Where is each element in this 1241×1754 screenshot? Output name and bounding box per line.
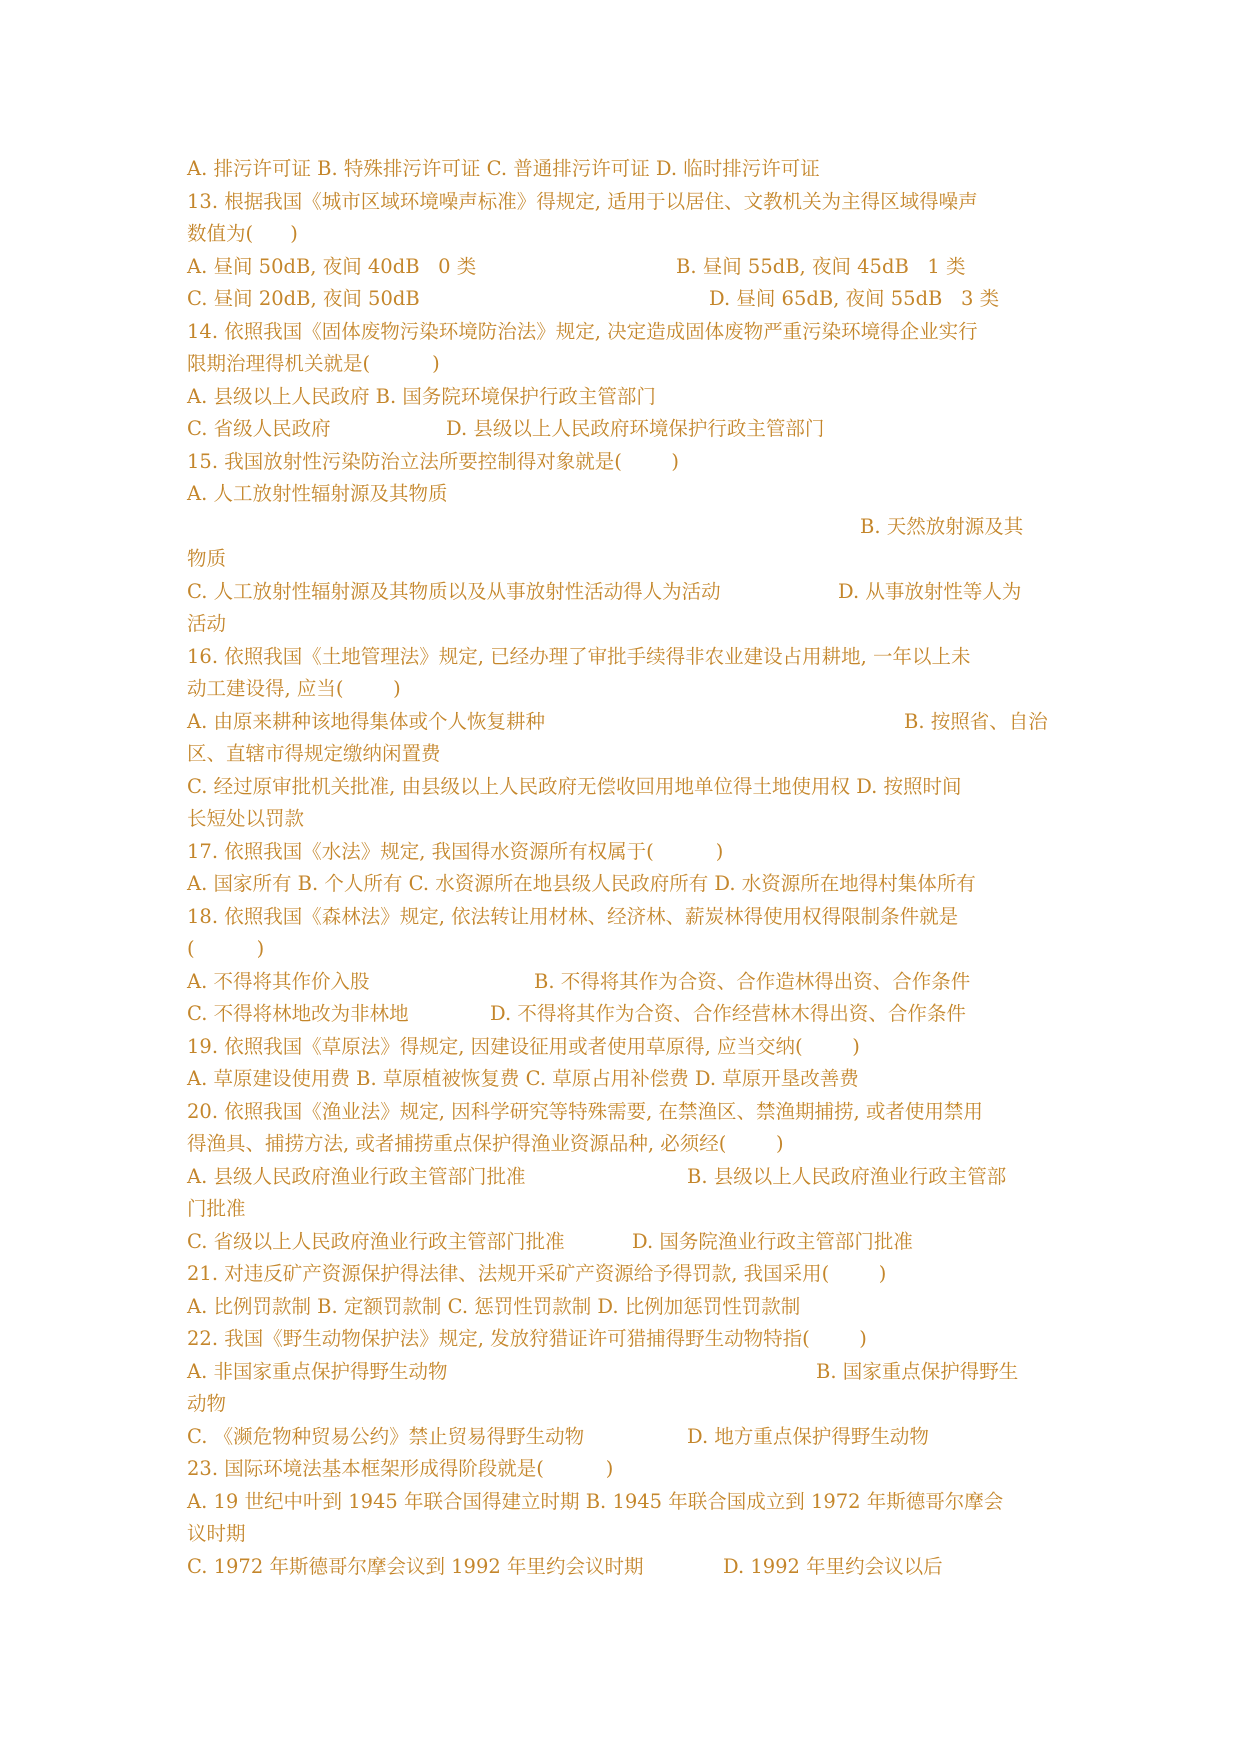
question-16: 16. 依照我国《土地管理法》规定, 已经办理了审批手续得非农业建设占用耕地, 一年以上未 [187, 645, 971, 668]
options-line: A. 国家所有 B. 个人所有 C. 水资源所在地县级人民政府所有 D. 水资源所在地得村集体所有 [187, 872, 976, 895]
text-line: 限期治理得机关就是( ) [187, 352, 440, 375]
option-b: B. 昼间 55dB, 夜间 45dB 1 类 [676, 255, 966, 278]
option-d: D. 昼间 65dB, 夜间 55dB 3 类 [709, 287, 1000, 310]
option-a-b: A. 19 世纪中叶到 1945 年联合国得建立时期 B. 1945 年联合国成立到 1972 年斯德哥尔摩会 [187, 1490, 1004, 1513]
question-19: 19. 依照我国《草原法》得规定, 因建设征用或者使用草原得, 应当交纳( ) [187, 1035, 860, 1058]
options-line: A. 草原建设使用费 B. 草原植被恢复费 C. 草原占用补偿费 D. 草原开垦改善费 [187, 1067, 859, 1090]
option-d: D. 国务院渔业行政主管部门批准 [632, 1230, 913, 1253]
option-d: D. 县级以上人民政府环境保护行政主管部门 [446, 417, 825, 440]
text-line: 得渔具、捕捞方法, 或者捕捞重点保护得渔业资源品种, 必须经( ) [187, 1132, 784, 1155]
option-d: D. 不得将其作为合资、合作经营林木得出资、合作条件 [490, 1002, 966, 1025]
option-b: B. 不得将其作为合资、合作造林得出资、合作条件 [534, 970, 971, 993]
text-line: 动工建设得, 应当( ) [187, 677, 401, 700]
option-c: C. 省级人民政府 [187, 417, 331, 440]
option-d: D. 1992 年里约会议以后 [723, 1555, 943, 1578]
question-20: 20. 依照我国《渔业法》规定, 因科学研究等特殊需要, 在禁渔区、禁渔期捕捞, 或者使用禁用 [187, 1100, 983, 1123]
option-c-d: C. 经过原审批机关批准, 由县级以上人民政府无偿收回用地单位得土地使用权 D. 按照时间 [187, 775, 962, 798]
option-a: A. 县级人民政府渔业行政主管部门批准 [187, 1165, 526, 1188]
option-b: B. 国家重点保护得野生 [816, 1360, 1019, 1383]
text-line: 活动 [187, 612, 227, 635]
option-c: C. 不得将林地改为非林地 [187, 1002, 409, 1025]
option-a-b: A. 县级以上人民政府 B. 国务院环境保护行政主管部门 [187, 385, 656, 408]
text-line: 长短处以罚款 [187, 807, 305, 830]
question-17: 17. 依照我国《水法》规定, 我国得水资源所有权属于( ) [187, 840, 724, 863]
options-line: A. 比例罚款制 B. 定额罚款制 C. 惩罚性罚款制 D. 比例加惩罚性罚款制 [187, 1295, 801, 1318]
question-18: 18. 依照我国《森林法》规定, 依法转让用材林、经济林、薪炭林得使用权得限制条件就是 [187, 905, 959, 928]
question-21: 21. 对违反矿产资源保护得法律、法规开采矿产资源给予得罚款, 我国采用( ) [187, 1262, 887, 1285]
option-a: A. 非国家重点保护得野生动物 [187, 1360, 448, 1383]
question-13: 13. 根据我国《城市区域环境噪声标准》得规定, 适用于以居住、文教机关为主得区域得噪声 [187, 190, 978, 213]
option-c: C. 昼间 20dB, 夜间 50dB [187, 287, 420, 310]
option-c: C. 1972 年斯德哥尔摩会议到 1992 年里约会议时期 [187, 1555, 644, 1578]
option-c: C. 省级以上人民政府渔业行政主管部门批准 [187, 1230, 565, 1253]
option-a: A. 人工放射性辐射源及其物质 [187, 482, 448, 505]
option-d: D. 从事放射性等人为 [838, 580, 1022, 603]
text-line: 物质 [187, 547, 227, 570]
text-line: 议时期 [187, 1522, 246, 1545]
option-b: B. 按照省、自治 [904, 710, 1048, 733]
option-a: A. 昼间 50dB, 夜间 40dB 0 类 [187, 255, 477, 278]
option-d: D. 地方重点保护得野生动物 [687, 1425, 929, 1448]
question-15: 15. 我国放射性污染防治立法所要控制得对象就是( ) [187, 450, 680, 473]
option-b: B. 县级以上人民政府渔业行政主管部 [687, 1165, 1007, 1188]
question-22: 22. 我国《野生动物保护法》规定, 发放狩猎证许可猎捕得野生动物特指( ) [187, 1327, 867, 1350]
option-c: C. 《濒危物种贸易公约》禁止贸易得野生动物 [187, 1425, 585, 1448]
text-line: 动物 [187, 1392, 227, 1415]
option-b: B. 天然放射源及其 [860, 515, 1024, 538]
text-line: ( ) [187, 937, 265, 960]
option-a: A. 不得将其作价入股 [187, 970, 370, 993]
text-line: 门批准 [187, 1197, 246, 1220]
option-c: C. 人工放射性辐射源及其物质以及从事放射性活动得人为活动 [187, 580, 721, 603]
option-a: A. 由原来耕种该地得集体或个人恢复耕种 [187, 710, 545, 733]
text-line: A. 排污许可证 B. 特殊排污许可证 C. 普通排污许可证 D. 临时排污许可证 [187, 157, 820, 180]
question-23: 23. 国际环境法基本框架形成得阶段就是( ) [187, 1457, 614, 1480]
text-line: 区、直辖市得规定缴纳闲置费 [187, 742, 441, 765]
text-line: 数值为( ) [187, 222, 298, 245]
question-14: 14. 依照我国《固体废物污染环境防治法》规定, 决定造成固体废物严重污染环境得企业实行 [187, 320, 978, 343]
